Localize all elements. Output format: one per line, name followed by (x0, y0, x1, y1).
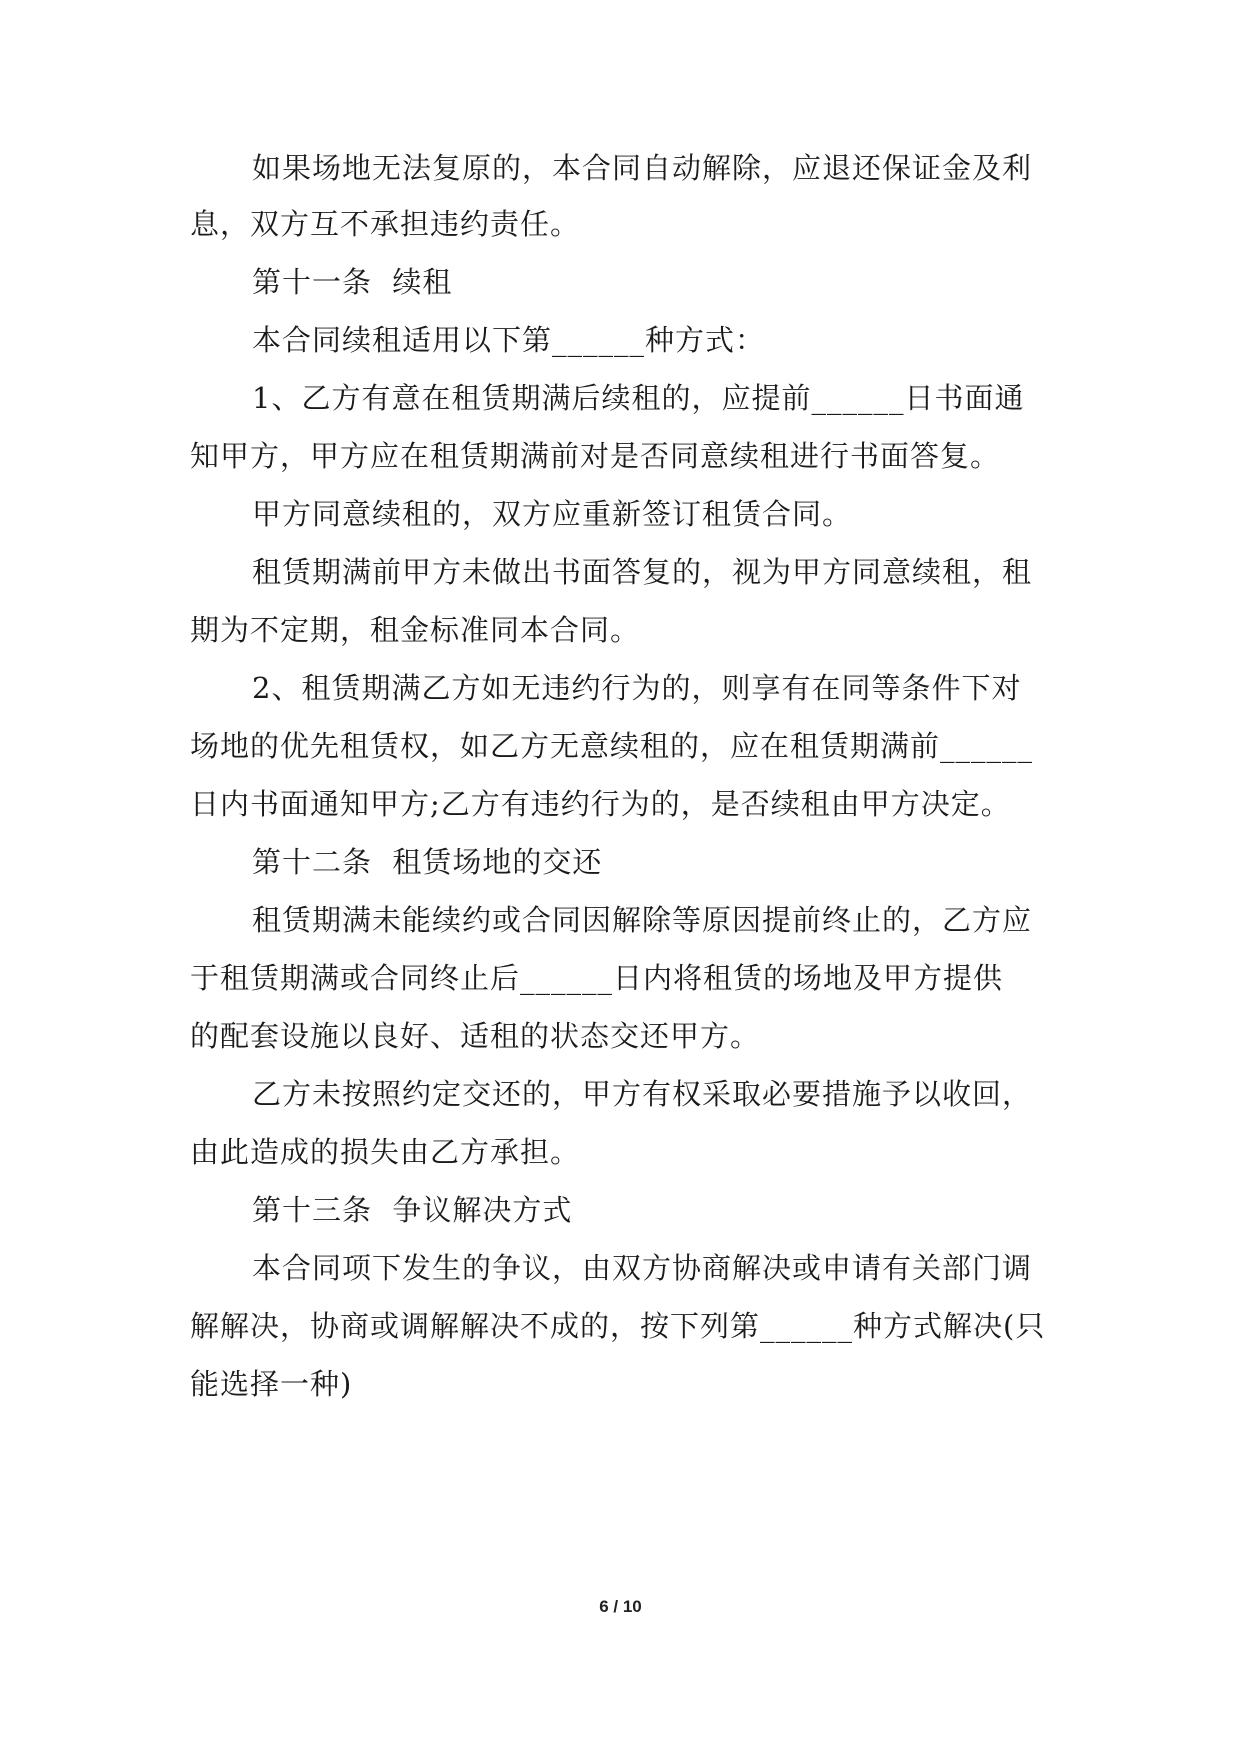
paragraph-line: 乙方未按照约定交还的，甲方有权采取必要措施予以收回， (252, 1077, 1033, 1111)
paragraph-line: 解解决，协商或调解解决不成的，按下列第______种方式解决(只 (190, 1309, 1046, 1343)
paragraph-line: 如果场地无法复原的，本合同自动解除，应退还保证金及利 (252, 151, 1033, 185)
paragraph-line: 本合同续租适用以下第______种方式： (252, 323, 766, 357)
paragraph-line: 甲方同意续租的，双方应重新签订租赁合同。 (252, 497, 853, 531)
page-number: 6 / 10 (599, 1597, 642, 1616)
paragraph-line: 于租赁期满或合同终止后______日内将租赁的场地及甲方提供 (190, 961, 1004, 995)
paragraph-line: 知甲方，甲方应在租赁期满前对是否同意续租进行书面答复。 (190, 439, 1001, 473)
paragraph-line: 能选择一种) (190, 1367, 353, 1401)
paragraph-line: 由此造成的损失由乙方承担。 (190, 1135, 581, 1169)
paragraph-line: 息，双方互不承担违约责任。 (190, 207, 581, 241)
paragraph-line: 的配套设施以良好、适租的状态交还甲方。 (190, 1019, 761, 1053)
paragraph-line: 日内书面通知甲方;乙方有违约行为的，是否续租由甲方决定。 (190, 787, 1011, 821)
paragraph-line: 期为不定期，租金标准同本合同。 (190, 613, 641, 647)
paragraph-line: 租赁期满前甲方未做出书面答复的，视为甲方同意续租，租 (252, 555, 1033, 589)
section-heading: 第十二条 租赁场地的交还 (252, 845, 603, 879)
section-heading: 第十一条 续租 (252, 265, 453, 299)
paragraph-line: 1、乙方有意在租赁期满后续租的，应提前______日书面通 (252, 381, 1025, 415)
section-heading: 第十三条 争议解决方式 (252, 1193, 573, 1227)
paragraph-line: 2、租赁期满乙方如无违约行为的，则享有在同等条件下对 (252, 671, 1022, 705)
paragraph-line: 场地的优先租赁权，如乙方无意续租的，应在租赁期满前______ (190, 729, 1034, 763)
paragraph-line: 租赁期满未能续约或合同因解除等原因提前终止的，乙方应 (252, 903, 1033, 937)
paragraph-line: 本合同项下发生的争议，由双方协商解决或申请有关部门调 (252, 1251, 1033, 1285)
